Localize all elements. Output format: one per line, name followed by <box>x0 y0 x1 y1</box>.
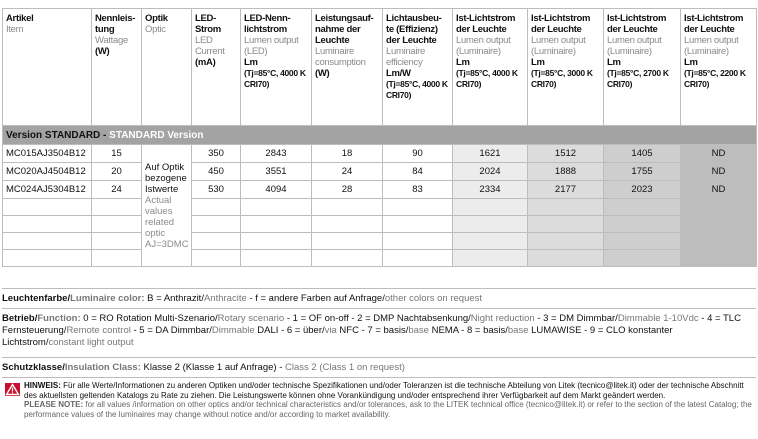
cell-current: 450 <box>192 163 241 181</box>
empty-row <box>3 199 757 216</box>
header-optic: Optik Optic <box>142 9 192 126</box>
header-led-current: LED-Strom LED Current (mA) <box>192 9 241 126</box>
cell-lumen-led: 4094 <box>241 181 312 199</box>
cell-current: 530 <box>192 181 241 199</box>
cell-item: MC024AJ5304B12 <box>3 181 92 199</box>
header-wattage: Nennleis-tung Wattage (W) <box>92 9 142 126</box>
disclaimer <box>2 381 756 419</box>
cell-efficiency: 90 <box>383 145 453 163</box>
cell-lumen-2200k: ND <box>681 181 757 199</box>
empty-row <box>3 216 757 233</box>
table-row <box>3 163 757 181</box>
cell-item: MC015AJ3504B12 <box>3 145 92 163</box>
note-luminaire-color: Leuchtenfarbe/Luminaire color: B = Anthrazit/Anthracite - f = andere Farben auf Anfrage/other colors on request <box>2 293 483 304</box>
cell-lumen-2700k: 1755 <box>604 163 681 181</box>
header-efficiency: Lichtausbeu-te (Effizienz) der Leuchte Luminaire efficiency Lm/W (Tj=85°C, 4000 K CRI70) <box>383 9 453 126</box>
cell-wattage: 15 <box>92 145 142 163</box>
header-lumen-3000k: Ist-Lichtstrom der Leuchte Lumen output (Luminaire) Lm (Tj=85°C, 3000 K CRI70) <box>528 9 604 126</box>
divider <box>2 288 756 289</box>
empty-row <box>3 233 757 250</box>
header-item: Artikel Item <box>3 9 92 126</box>
empty-row <box>3 250 757 267</box>
cell-consumption: 24 <box>312 163 383 181</box>
table-row <box>3 145 757 163</box>
disclaimer-en: PLEASE NOTE: for all values /information on other optics and/or technical characteristics and/or tolerances, ask to the LITEK technical office (tecnico@litek.it) or refer to the section of the latest Catalog; the performance values of the luminaires may change without notice and/or according to market availability. <box>24 400 752 419</box>
cell-wattage: 20 <box>92 163 142 181</box>
cell-lumen-4000k: 2024 <box>453 163 528 181</box>
cell-lumen-led: 2843 <box>241 145 312 163</box>
cell-lumen-3000k: 1512 <box>528 145 604 163</box>
note-function: Betrieb/Function: 0 = RO Rotation Multi-Szenario/Rotary scenario - 1 = OF on-off - 2 = DMP Nachtabsenkung/Night reduction - 3 = DM Dimmbar/Dimmable 1-10Vdc - 4 = TLC Fernsteuerung/Remote control - 5 = DA Dimmbar/Dimmable DALI - 6 = über/via NFC - 7 = basis/base NEMA - 8 = basis/base LUMAWISE - 9 = CLO konstanter Lichtstrom/constant light output <box>2 313 741 348</box>
spec-table <box>2 8 757 267</box>
note-insulation-class: Schutzklasse/Insulation Class: Klasse 2 (Klasse 1 auf Anfrage) - Class 2 (Class 1 on request) <box>2 362 405 373</box>
cell-lumen-2700k: 1405 <box>604 145 681 163</box>
cell-consumption: 18 <box>312 145 383 163</box>
cell-lumen-led: 3551 <box>241 163 312 181</box>
cell-lumen-2700k: 2023 <box>604 181 681 199</box>
cell-lumen-2200k: ND <box>681 163 757 181</box>
version-label: Version STANDARD - STANDARD Version <box>3 126 757 145</box>
cell-lumen-3000k: 1888 <box>528 163 604 181</box>
header-row <box>3 9 757 126</box>
divider <box>2 308 756 309</box>
header-consumption: Leistungsauf-nahme der Leuchte Luminaire consumption (W) <box>312 9 383 126</box>
cell-consumption: 28 <box>312 181 383 199</box>
header-lumen-2700k: Ist-Lichtstrom der Leuchte Lumen output (Luminaire) Lm (Tj=85°C, 2700 K CRI70) <box>604 9 681 126</box>
cell-lumen-3000k: 2177 <box>528 181 604 199</box>
cell-item: MC020AJ4504B12 <box>3 163 92 181</box>
divider <box>2 377 756 378</box>
cell-lumen-2200k: ND <box>681 145 757 163</box>
version-row <box>3 126 757 145</box>
header-lumen-4000k: Ist-Lichtstrom der Leuchte Lumen output (Luminaire) Lm (Tj=85°C, 4000 K CRI70) <box>453 9 528 126</box>
cell-efficiency: 84 <box>383 163 453 181</box>
header-led-lumen: LED-Nenn-lichtstrom Lumen output (LED) Lm (Tj=85°C, 4000 K CRI70) <box>241 9 312 126</box>
cell-current: 350 <box>192 145 241 163</box>
header-lumen-2200k: Ist-Lichtstrom der Leuchte Lumen output (Luminaire) Lm (Tj=85°C, 2200 K CRI70) <box>681 9 757 126</box>
disclaimer-de: HINWEIS: Für alle Werte/Informationen zu anderen Optiken und/oder technische Spezifikationen und/oder Toleranzen ist die technische Abteilung von Litek (tecnico@litek.it) oder der technische Abschnitt des aktuellsten geltenden Katalogs zu Rate zu ziehen. Die Leistungswerte können ohne Vorankündigung und/oder entsprechend ihrer Verfügbarkeit auf dem Markt geändert werden. <box>24 381 744 400</box>
divider <box>2 357 756 358</box>
cell-optic: Auf Optik bezogene Istwerte Actual values related optic AJ=3DMC <box>142 145 192 267</box>
cell-lumen-4000k: 2334 <box>453 181 528 199</box>
cell-efficiency: 83 <box>383 181 453 199</box>
table-row <box>3 181 757 199</box>
cell-wattage: 24 <box>92 181 142 199</box>
cell-lumen-4000k: 1621 <box>453 145 528 163</box>
